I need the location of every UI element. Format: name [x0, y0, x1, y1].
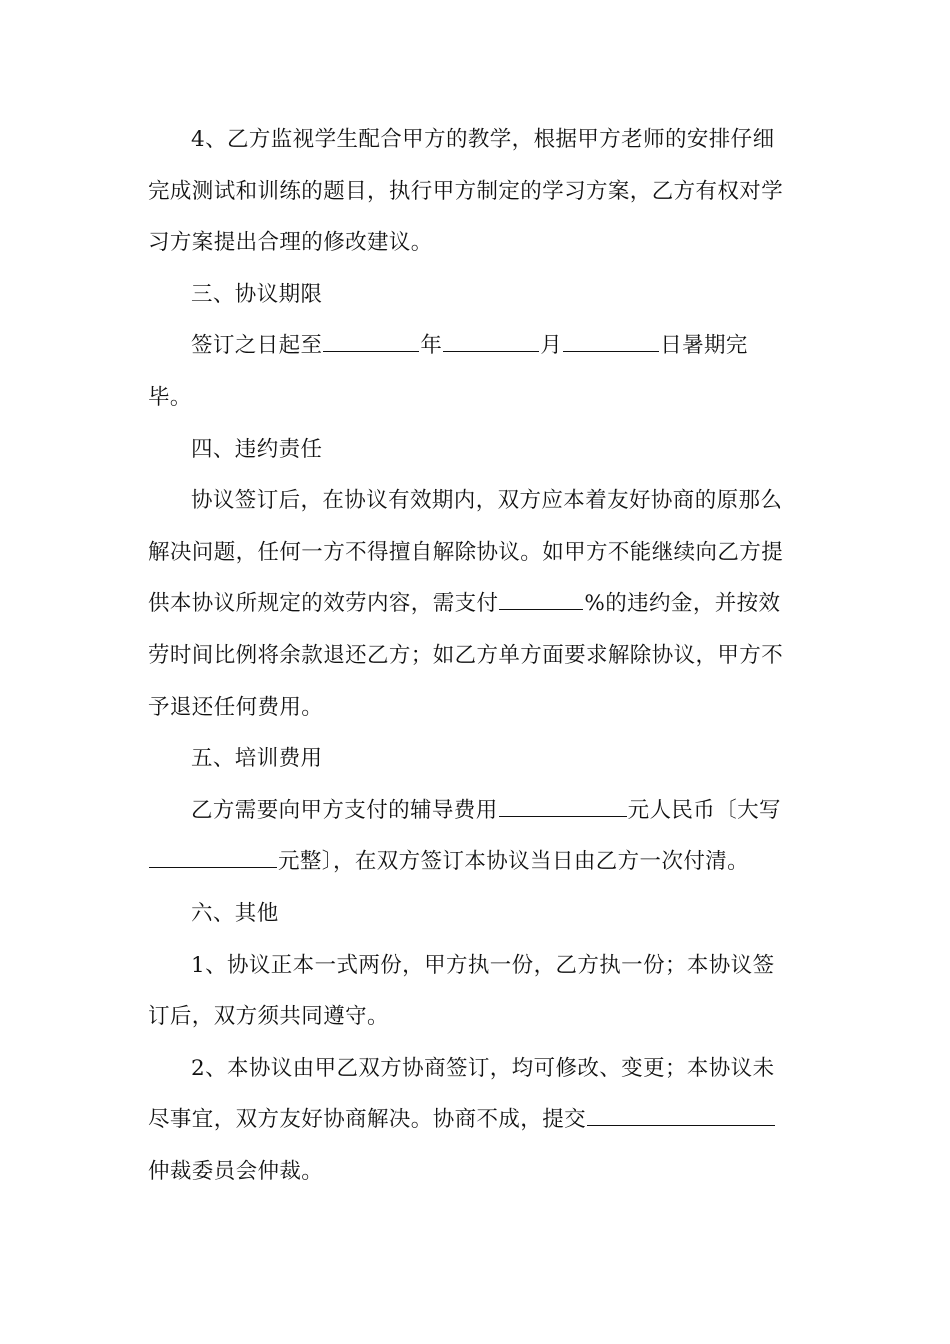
day-blank: [563, 333, 659, 352]
clause-4-line-2: 完成测试和训练的题目，执行甲方制定的学习方案，乙方有权对学: [148, 178, 784, 204]
section-heading-breach: 四、违约责任: [191, 436, 323, 462]
other-1-line-2: 订后，双方须共同遵守。: [148, 1004, 389, 1030]
fee-line-1-end: 元人民币〔大写: [627, 797, 781, 823]
fee-line-1-start: 乙方需要向甲方支付的辅导费用: [191, 797, 498, 823]
other-2-line-3: 仲裁委员会仲裁。: [148, 1158, 324, 1184]
penalty-percent-blank: [499, 591, 583, 610]
clause-4-line-1: 4、乙方监视学生配合甲方的教学，根据甲方老师的安排仔细: [191, 127, 775, 152]
fee-line-2-text: 元整〕，在双方签订本协议当日由乙方一次付清。: [278, 849, 750, 875]
other-2-line-2-text: 尽事宜，双方友好协商解决。协商不成，提交: [148, 1107, 587, 1133]
other-2-line-2: [148, 1094, 808, 1146]
year-blank: [323, 333, 419, 352]
arbitration-committee-blank: [587, 1107, 775, 1126]
term-line-1: [148, 320, 808, 372]
breach-line-1: 协议签订后，在协议有效期内，双方应本着友好协商的原那么: [191, 488, 783, 514]
document-page: [148, 114, 808, 1197]
breach-line-5: 予退还任何费用。: [148, 694, 324, 720]
clause-4-line-3: 习方案提出合理的修改建议。: [148, 230, 433, 256]
term-line-2: 毕。: [148, 384, 192, 410]
section-heading-term: 三、协议期限: [191, 281, 323, 307]
fee-line-2: [148, 836, 808, 888]
breach-line-3-end: %的违约金，并按效: [584, 591, 781, 617]
section-heading-fee: 五、培训费用: [191, 746, 323, 772]
other-1-line-1: 1、协议正本一式两份，甲方执一份，乙方执一份；本协议签: [191, 952, 775, 978]
fee-uppercase-blank: [149, 849, 277, 868]
fee-line-1: [148, 785, 808, 837]
other-2-line-1: 2、本协议由甲乙双方协商签订，均可修改、变更；本协议未: [191, 1055, 775, 1081]
breach-line-2: 解决问题，任何一方不得擅自解除协议。如甲方不能继续向乙方提: [148, 539, 784, 565]
fee-amount-blank: [499, 798, 627, 817]
breach-line-3-start: 供本协议所规定的效劳内容，需支付: [148, 591, 499, 617]
day-label: 日暑期完: [660, 333, 748, 359]
breach-line-3: [148, 578, 808, 630]
month-blank: [443, 333, 539, 352]
month-label: 月: [540, 333, 563, 359]
breach-line-4: 劳时间比例将余款退还乙方；如乙方单方面要求解除协议，甲方不: [148, 642, 784, 668]
year-label: 年: [420, 333, 443, 359]
section-heading-other: 六、其他: [191, 900, 279, 926]
term-text-start: 签订之日起至: [191, 333, 323, 359]
